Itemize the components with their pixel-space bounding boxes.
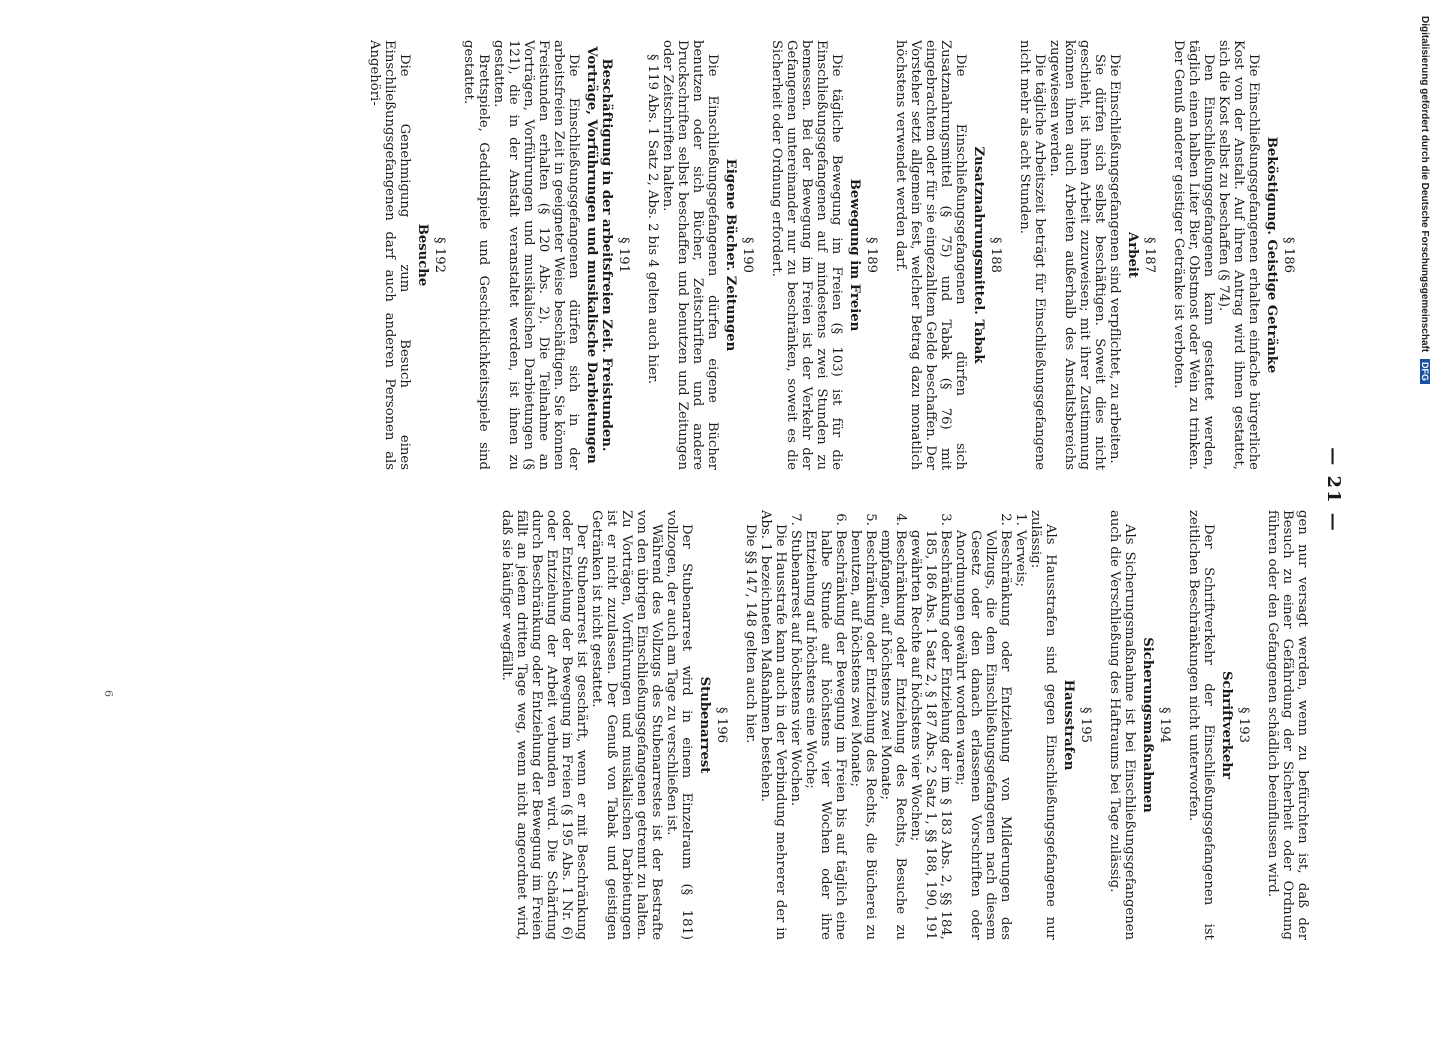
section-number-194: § 194: [1157, 707, 1172, 743]
paragraph: Die Einschließungsgefangenen dürfen sich Zusatznahrungsmittel (§ 75) und Tabak (§ 76) mit eingebrachtem oder für sie eingezahltem Gelde beschaffen. Der Vorsteher setzt allgemein fest, welcher Betrag dazu monatlich höchstens verwendet werden darf.: [893, 40, 968, 470]
section-heading: Beschäftigung in der arbeitsfreien Zeit. Freistunden. Vorträge, Vorführungen und musikalische Darbietungen: [584, 46, 614, 464]
list-item: 5. Beschränkung oder Entziehung des Rechts, die Bücherei zu benutzen, auf höchstens zwei Monate;: [848, 530, 878, 940]
paragraph-195-after: Die §§ 147, 148 gelten auch hier.: [743, 524, 758, 744]
paragraph-continuation: gen nur versagt werden, wenn zu befürchten ist, daß der Besuch zu einer Gefährdung der Sicherheit oder Ordnung führen oder den Gefangenen schädlich beeinflussen wird.: [1265, 510, 1310, 940]
credit-text: Digitalisierung gefördert durch die Deutsche Forschungsgemeinschaft: [1419, 16, 1430, 353]
paragraph-195-lead: Als Hausstrafen sind gegen Einschließungsgefangene nur zulässig:: [1028, 510, 1058, 940]
paragraph-193: Der Schriftverkehr der Einschließungsgefangenen ist zeitlichen Beschränkungen nicht unterworfen.: [1186, 510, 1216, 940]
list-item: 6. Beschränkung der Bewegung im Freien bis auf täglich eine halbe Stunde auf höchstens vier Wochen oder ihre Entziehung auf höchstens eine Woche;: [803, 530, 848, 940]
paragraph: Die Einschließungsgefangenen sind verpflichtet, zu arbeiten.: [1107, 54, 1122, 464]
paragraph: Die Einschließungsgefangenen dürfen sich in der arbeitsfreien Zeit in geeigneter Weise beschäftigen. Sie können Freistunden erhalten (§ 120 Abs. 2). Die Teilnahme an Vorträgen, Vorführungen und musikalischen Darbietungen (§ 121), die in der Anstalt veranstaltet werden, ist ihnen zu gestatten.: [491, 40, 581, 470]
digitization-credit: [1412, 8, 1432, 388]
right-column: [499, 510, 1310, 940]
dfg-logo: DFG: [1420, 359, 1430, 384]
section-heading-193: Schriftverkehr: [1219, 671, 1234, 779]
section-number: § 186: [1281, 237, 1296, 273]
section-heading: Besuche: [415, 223, 430, 287]
section-heading-196: Stubenarrest: [697, 676, 712, 774]
section-heading: Arbeit: [1125, 232, 1140, 278]
paragraph: Den Einschließungsgefangenen kann gestattet werden, täglich einen halben Liter Bier, Obstmost oder Wein zu trinken. Der Genuß anderer geistiger Getränke ist verboten.: [1171, 40, 1216, 470]
section-number-195: § 195: [1078, 707, 1093, 743]
left-column: [367, 40, 1310, 470]
paragraph-195-after: Die Hausstrafe kann auch in der Verbindung mehrerer der in Abs. 1 bezeichneten Maßnahmen bestehen.: [758, 510, 788, 940]
paragraph-194: Als Sicherungsmaßnahme ist bei Einschließungsgefangenen auch die Verschließung des Haftraums bei Tage zulässig.: [1107, 510, 1137, 940]
section-number-196: § 196: [714, 707, 729, 743]
section-number: § 189: [864, 237, 879, 273]
list-item: 2. Beschränkung oder Entziehung von Milderungen des Vollzugs, die dem Einschließungsgefangenen nach diesem Gesetz oder den danach erlassenen Vorschriften oder Anordnungen gewährt worden waren;: [953, 530, 1013, 940]
paragraph: Die tägliche Arbeitszeit beträgt für Einschließungsgefangene nicht mehr als acht Stunden.: [1017, 40, 1047, 470]
paragraph: Die Genehmigung zum Besuch eines Einschließungsgefangenen darf auch anderen Personen als Angehöri-: [367, 40, 412, 470]
rotated-document-page: [80, 40, 1344, 1040]
paragraph-196: Der Stubenarrest ist geschärft, wenn er mit Beschränkung oder Entziehung der Bewegung im Freien (§ 195 Abs. 1 Nr. 6) oder Entziehung der Arbeit verbunden wird. Die Schärfung durch Beschränkung oder Entziehung der Bewegung im Freien fällt an jedem dritten Tage weg, wenn nicht angeordnet wird, daß sie häufiger wegfällt.: [499, 510, 589, 940]
section-number: § 188: [988, 237, 1003, 273]
section-number: § 187: [1142, 237, 1157, 273]
paragraph-196: Während des Vollzugs des Stubenarrestes ist der Bestrafte von den übrigen Einschließungsgefangenen getrennt zu halten. Zu Vorträgen, Vorführungen und musikalischen Darbietungen ist er nicht zuzulassen. Der Genuß von Tabak und geistigen Getränken ist nicht gestattet.: [589, 510, 664, 940]
list-item: 7. Stubenarrest auf höchstens vier Wochen.: [788, 530, 803, 940]
paragraph-196: Der Stubenarrest wird in einem Einzelraum (§ 181) vollzogen, der auch am Tage zu verschließen ist.: [664, 510, 694, 940]
paragraph: Die Einschließungsgefangenen erhalten einfache bürgerliche Kost von der Anstalt. Auf ihren Antrag wird ihnen gestattet, sich die Kost selbst zu beschaffen (§ 74).: [1216, 40, 1261, 470]
section-heading: Beköstigung. Geistige Getränke: [1264, 136, 1279, 374]
section-number: § 192: [432, 237, 447, 273]
section-heading: Bewegung im Freien: [847, 178, 862, 332]
footer-number: 6: [102, 690, 115, 697]
hausstrafen-list: [788, 510, 1028, 940]
paragraph: Brettspiele, Geduldspiele und Geschicklichkeitsspiele sind gestattet.: [461, 40, 491, 470]
paragraph: Die Einschließungsgefangenen dürfen eigene Bücher benutzen oder sich Bücher, Zeitschriften und andere Druckschriften selbst beschaffen und benutzen und Zeitungen oder Zeitschriften halten.: [660, 40, 720, 470]
list-item: 1. Verweis;: [1013, 530, 1028, 940]
page-number: — 21 —: [1323, 447, 1344, 533]
section-number: § 190: [740, 237, 755, 273]
section-heading-194: Sicherungsmaßnahmen: [1140, 637, 1155, 813]
paragraph: § 119 Abs. 1 Satz 2, Abs. 2 bis 4 gelten auch hier.: [645, 54, 660, 385]
paragraph: Sie dürfen sich selbst beschäftigen. Soweit dies nicht geschieht, ist ihnen Arbeit zuzuweisen; mit ihrer Zustimmung können ihnen auch Arbeiten außerhalb des Anstaltsbereichs zugewiesen werden.: [1047, 40, 1107, 470]
section-number: § 191: [616, 237, 631, 273]
section-heading: Eigene Bücher. Zeitungen: [723, 158, 738, 352]
section-heading: Zusatznahrungsmittel. Tabak: [971, 146, 986, 364]
section-number-193: § 193: [1236, 707, 1251, 743]
list-item: 4. Beschränkung oder Entziehung des Rechts, Besuche zu empfangen, auf höchstens zwei Monate;: [878, 530, 908, 940]
paragraph: Die tägliche Bewegung im Freien (§ 103) ist für die Einschließungsgefangenen auf mindestens zwei Stunden zu bemessen. Bei der Bewegung im Freien ist der Verkehr der Gefangenen untereinander nur zu beschränken, soweit es die Sicherheit oder Ordnung erfordert.: [769, 40, 844, 470]
list-item: 3. Beschränkung oder Entziehung der im § 183 Abs. 2, §§ 184, 185, 186 Abs. 1 Satz 2, § 187 Abs. 2 Satz 1, §§ 188, 190, 191 gewährten Rechte auf höchstens vier Wochen;: [908, 530, 953, 940]
section-heading-195: Hausstrafen: [1061, 679, 1076, 771]
